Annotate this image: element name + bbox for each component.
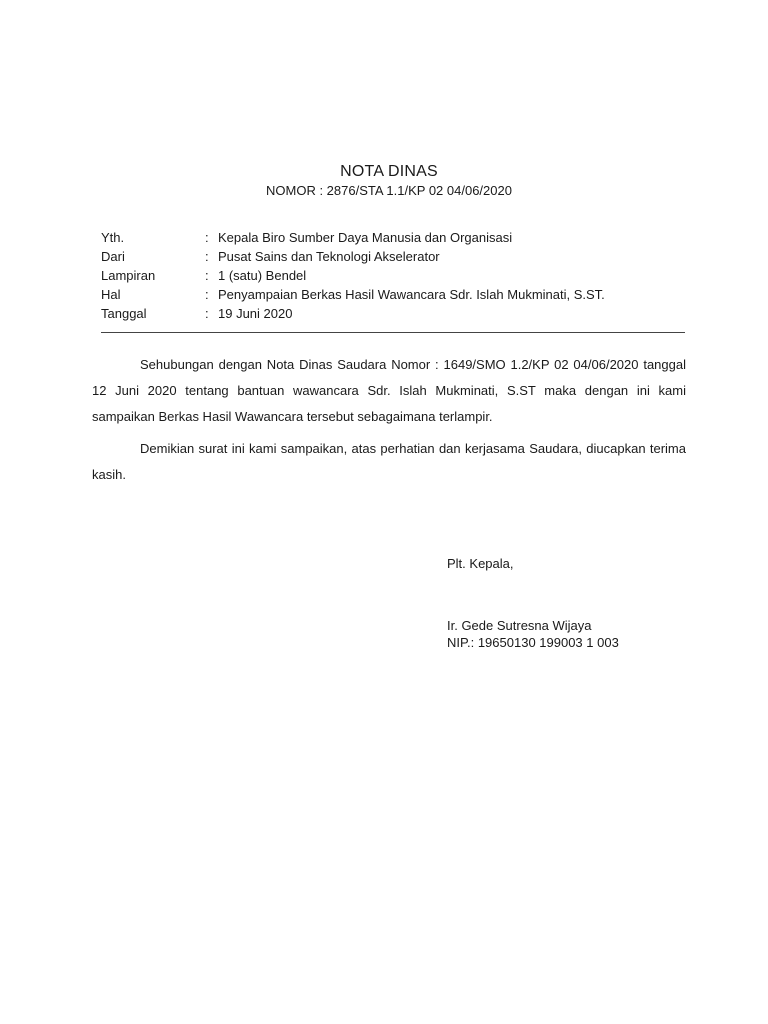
- meta-row-from: [101, 247, 605, 266]
- body-paragraph-2: Demikian surat ini kami sampaikan, atas perhatian dan kerjasama Saudara, diucapkan terima kasih.: [92, 441, 686, 482]
- meta-row-recipient: [101, 228, 605, 247]
- meta-label: Hal: [101, 287, 121, 302]
- signature-nip: NIP.: 19650130 199003 1 003: [447, 635, 619, 650]
- document-number: NOMOR : 2876/STA 1.1/KP 02 04/06/2020: [266, 183, 512, 198]
- meta-colon: :: [205, 249, 209, 264]
- meta-label: Dari: [101, 249, 125, 264]
- signature-name: Ir. Gede Sutresna Wijaya: [447, 618, 592, 633]
- meta-colon: :: [205, 268, 209, 283]
- memo-header-table: [101, 228, 605, 323]
- document-title: NOTA DINAS: [340, 163, 438, 180]
- header-divider: [101, 332, 685, 333]
- meta-value: Kepala Biro Sumber Daya Manusia dan Organisasi: [218, 230, 513, 245]
- meta-row-attachment: [101, 266, 605, 285]
- meta-row-date: [101, 304, 605, 323]
- meta-label: Lampiran: [101, 268, 156, 283]
- body-paragraph-1: Sehubungan dengan Nota Dinas Saudara Nomor : 1649/SMO 1.2/KP 02 04/06/2020 tanggal 12 Juni 2020 tentang bantuan wawancara Sdr. Islah Mukminati, S.ST maka dengan ini kami sampaikan Berkas Hasil Wawancara tersebut sebagaimana terlampir.: [92, 357, 686, 424]
- meta-row-subject: [101, 285, 605, 304]
- meta-value: 19 Juni 2020: [218, 306, 293, 321]
- meta-colon: :: [205, 230, 209, 245]
- meta-colon: :: [205, 287, 209, 302]
- meta-value: 1 (satu) Bendel: [218, 268, 307, 283]
- meta-colon: :: [205, 306, 209, 321]
- signature-title: Plt. Kepala,: [447, 556, 514, 571]
- meta-label: Tanggal: [101, 306, 147, 321]
- meta-label: Yth.: [101, 230, 125, 245]
- meta-value: Pusat Sains dan Teknologi Akselerator: [218, 249, 440, 264]
- meta-value: Penyampaian Berkas Hasil Wawancara Sdr. Islah Mukminati, S.ST.: [218, 287, 605, 302]
